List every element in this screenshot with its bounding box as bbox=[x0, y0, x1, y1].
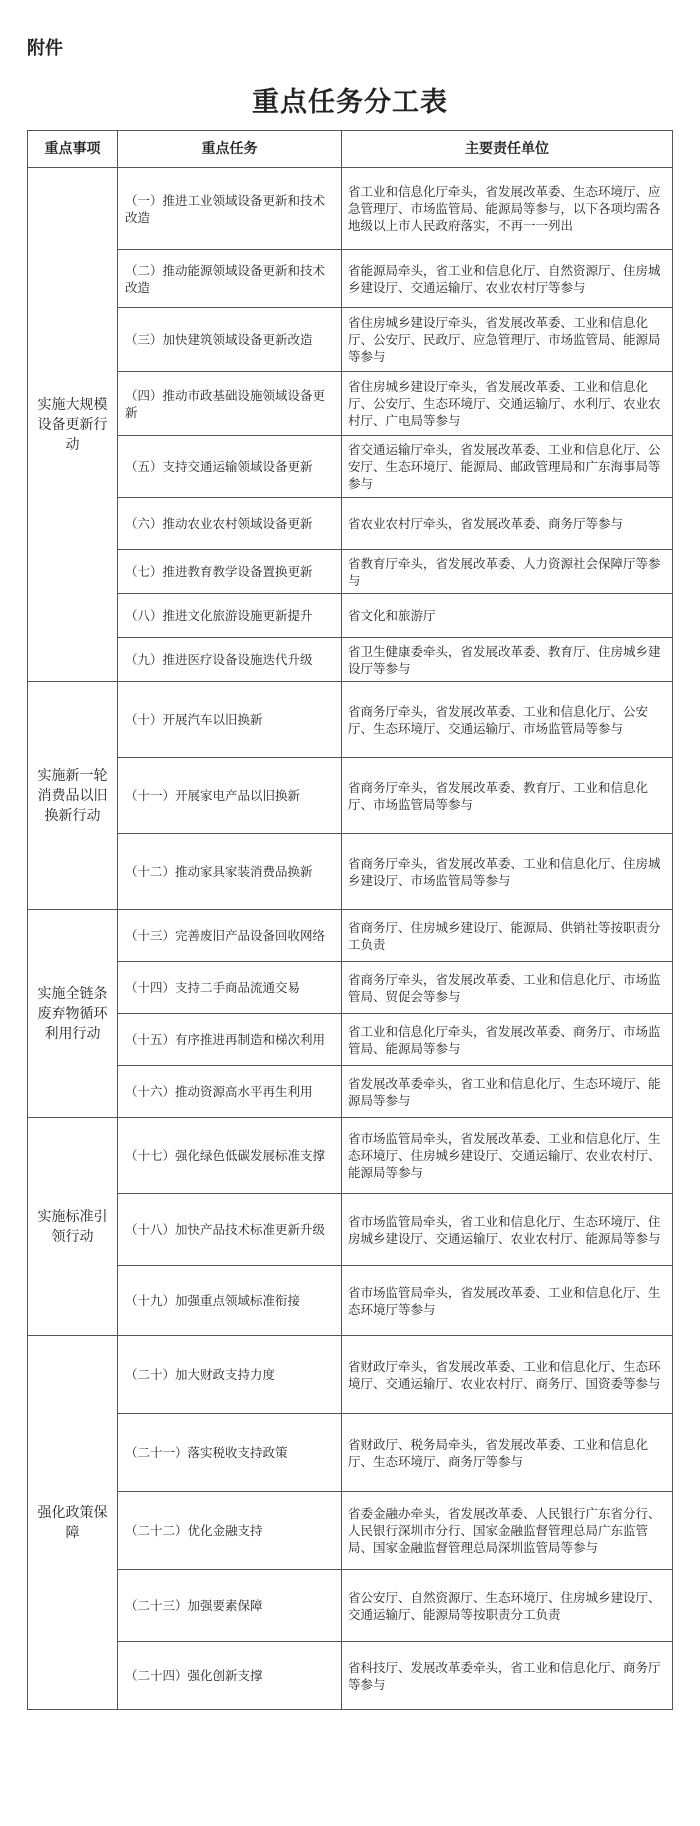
table-row bbox=[28, 550, 673, 594]
unit-cell: 省市场监管局牵头，省发展改革委、工业和信息化厅、生态环境厅等参与 bbox=[342, 1266, 673, 1336]
task-cell: （十四）支持二手商品流通交易 bbox=[118, 962, 342, 1014]
unit-cell: 省工业和信息化厅牵头，省发展改革委、商务厅、市场监管局、能源局等参与 bbox=[342, 1014, 673, 1066]
table-row bbox=[28, 1336, 673, 1414]
table-row bbox=[28, 1194, 673, 1266]
task-cell: （十）开展汽车以旧换新 bbox=[118, 682, 342, 758]
unit-cell: 省农业农村厅牵头，省发展改革委、商务厅等参与 bbox=[342, 498, 673, 550]
task-cell: （十一）开展家电产品以旧换新 bbox=[118, 758, 342, 834]
table-row bbox=[28, 436, 673, 498]
task-cell: （四）推动市政基础设施领域设备更新 bbox=[118, 372, 342, 436]
table-row bbox=[28, 1118, 673, 1194]
document-title: 重点任务分工表 bbox=[252, 87, 448, 118]
unit-cell: 省商务厅牵头，省发展改革委、工业和信息化厅、公安厅、生态环境厅、交通运输厅、市场监管局等参与 bbox=[342, 682, 673, 758]
unit-cell: 省商务厅牵头，省发展改革委、教育厅、工业和信息化厅、市场监管局等参与 bbox=[342, 758, 673, 834]
table-row bbox=[28, 1570, 673, 1642]
category-cell bbox=[28, 168, 118, 682]
category-label: 实施新一轮消费品以旧换新行动 bbox=[37, 767, 108, 824]
category-cell bbox=[28, 1118, 118, 1336]
task-cell: （七）推进教育教学设备置换更新 bbox=[118, 550, 342, 594]
unit-cell: 省商务厅牵头，省发展改革委、工业和信息化厅、市场监管局、贸促会等参与 bbox=[342, 962, 673, 1014]
task-cell: （十八）加快产品技术标准更新升级 bbox=[118, 1194, 342, 1266]
task-cell: （六）推动农业农村领域设备更新 bbox=[118, 498, 342, 550]
task-cell: （十九）加强重点领域标准衔接 bbox=[118, 1266, 342, 1336]
task-cell: （五）支持交通运输领域设备更新 bbox=[118, 436, 342, 498]
task-cell: （二十）加大财政支持力度 bbox=[118, 1336, 342, 1414]
table-row bbox=[28, 1492, 673, 1570]
unit-cell: 省教育厅牵头，省发展改革委、人力资源社会保障厅等参与 bbox=[342, 550, 673, 594]
unit-cell: 省交通运输厅牵头，省发展改革委、工业和信息化厅、公安厅、生态环境厅、能源局、邮政管理局和广东海事局等参与 bbox=[342, 436, 673, 498]
category-cell bbox=[28, 910, 118, 1118]
unit-cell: 省公安厅、自然资源厅、生态环境厅、住房城乡建设厅、交通运输厅、能源局等按职责分工负责 bbox=[342, 1570, 673, 1642]
table-row bbox=[28, 682, 673, 758]
unit-cell: 省市场监管局牵头，省发展改革委、工业和信息化厅、生态环境厅、住房城乡建设厅、交通运输厅、农业农村厅、能源局等参与 bbox=[342, 1118, 673, 1194]
table-header-row bbox=[28, 131, 673, 168]
unit-cell: 省住房城乡建设厅牵头，省发展改革委、工业和信息化厅、公安厅、民政厅、应急管理厅、市场监管局、能源局等参与 bbox=[342, 308, 673, 372]
task-division-table bbox=[27, 130, 673, 1710]
unit-cell: 省发展改革委牵头，省工业和信息化厅、生态环境厅、能源局等参与 bbox=[342, 1066, 673, 1118]
table-row bbox=[28, 372, 673, 436]
table-row bbox=[28, 910, 673, 962]
unit-cell: 省文化和旅游厅 bbox=[342, 594, 673, 638]
table-row bbox=[28, 1414, 673, 1492]
task-cell: （十五）有序推进再制造和梯次利用 bbox=[118, 1014, 342, 1066]
unit-cell: 省能源局牵头，省工业和信息化厅、自然资源厅、住房城乡建设厅、交通运输厅、农业农村厅等参与 bbox=[342, 250, 673, 308]
unit-cell: 省工业和信息化厅牵头，省发展改革委、生态环境厅、应急管理厅、市场监管局、能源局等参与，以下各项均需各地级以上市人民政府落实，不再一一列出 bbox=[342, 168, 673, 250]
task-cell: （二十四）强化创新支撑 bbox=[118, 1642, 342, 1710]
category-cell bbox=[28, 1336, 118, 1710]
table-row bbox=[28, 1642, 673, 1710]
unit-cell: 省商务厅牵头，省发展改革委、工业和信息化厅、住房城乡建设厅、市场监管局等参与 bbox=[342, 834, 673, 910]
task-cell: （三）加快建筑领域设备更新改造 bbox=[118, 308, 342, 372]
task-cell: （二）推动能源领域设备更新和技术改造 bbox=[118, 250, 342, 308]
table-row bbox=[28, 250, 673, 308]
task-cell: （十二）推动家具家装消费品换新 bbox=[118, 834, 342, 910]
unit-cell: 省商务厅、住房城乡建设厅、能源局、供销社等按职责分工负责 bbox=[342, 910, 673, 962]
table-row bbox=[28, 638, 673, 682]
header-unit: 主要责任单位 bbox=[342, 131, 673, 168]
unit-cell: 省财政厅、税务局牵头，省发展改革委、工业和信息化厅、生态环境厅、商务厅等参与 bbox=[342, 1414, 673, 1492]
unit-cell: 省卫生健康委牵头，省发展改革委、教育厅、住房城乡建设厅等参与 bbox=[342, 638, 673, 682]
task-cell: （二十二）优化金融支持 bbox=[118, 1492, 342, 1570]
unit-cell: 省市场监管局牵头，省工业和信息化厅、生态环境厅、住房城乡建设厅、交通运输厅、农业农村厅、能源局等参与 bbox=[342, 1194, 673, 1266]
table-row bbox=[28, 834, 673, 910]
table-row bbox=[28, 594, 673, 638]
task-cell: （十七）强化绿色低碳发展标准支撑 bbox=[118, 1118, 342, 1194]
unit-cell: 省科技厅、发展改革委牵头，省工业和信息化厅、商务厅等参与 bbox=[342, 1642, 673, 1710]
table-row bbox=[28, 758, 673, 834]
task-cell: （一）推进工业领域设备更新和技术改造 bbox=[118, 168, 342, 250]
table-row bbox=[28, 308, 673, 372]
table-row bbox=[28, 1266, 673, 1336]
header-task: 重点任务 bbox=[118, 131, 342, 168]
unit-cell: 省财政厅牵头，省发展改革委、工业和信息化厅、生态环境厅、交通运输厅、农业农村厅、商务厅、国资委等参与 bbox=[342, 1336, 673, 1414]
task-cell: （八）推进文化旅游设施更新提升 bbox=[118, 594, 342, 638]
header-category: 重点事项 bbox=[28, 131, 118, 168]
category-label: 实施标准引领行动 bbox=[37, 1208, 108, 1245]
unit-cell: 省委金融办牵头，省发展改革委、人民银行广东省分行、人民银行深圳市分行、国家金融监督管理总局广东监管局、国家金融监督管理总局深圳监管局等参与 bbox=[342, 1492, 673, 1570]
table-row bbox=[28, 1066, 673, 1118]
table-row bbox=[28, 168, 673, 250]
task-cell: （二十一）落实税收支持政策 bbox=[118, 1414, 342, 1492]
task-cell: （二十三）加强要素保障 bbox=[118, 1570, 342, 1642]
task-cell: （九）推进医疗设备设施迭代升级 bbox=[118, 638, 342, 682]
unit-cell: 省住房城乡建设厅牵头，省发展改革委、工业和信息化厅、公安厅、生态环境厅、交通运输厅、水利厅、农业农村厅、广电局等参与 bbox=[342, 372, 673, 436]
attachment-label: 附件 bbox=[27, 38, 63, 59]
table-row bbox=[28, 962, 673, 1014]
task-cell: （十三）完善废旧产品设备回收网络 bbox=[118, 910, 342, 962]
category-label: 实施全链条废弃物循环利用行动 bbox=[37, 985, 108, 1042]
table-row bbox=[28, 1014, 673, 1066]
category-cell bbox=[28, 682, 118, 910]
category-label: 实施大规模设备更新行动 bbox=[37, 396, 108, 453]
table-row bbox=[28, 498, 673, 550]
task-cell: （十六）推动资源高水平再生利用 bbox=[118, 1066, 342, 1118]
category-label: 强化政策保障 bbox=[37, 1504, 108, 1541]
